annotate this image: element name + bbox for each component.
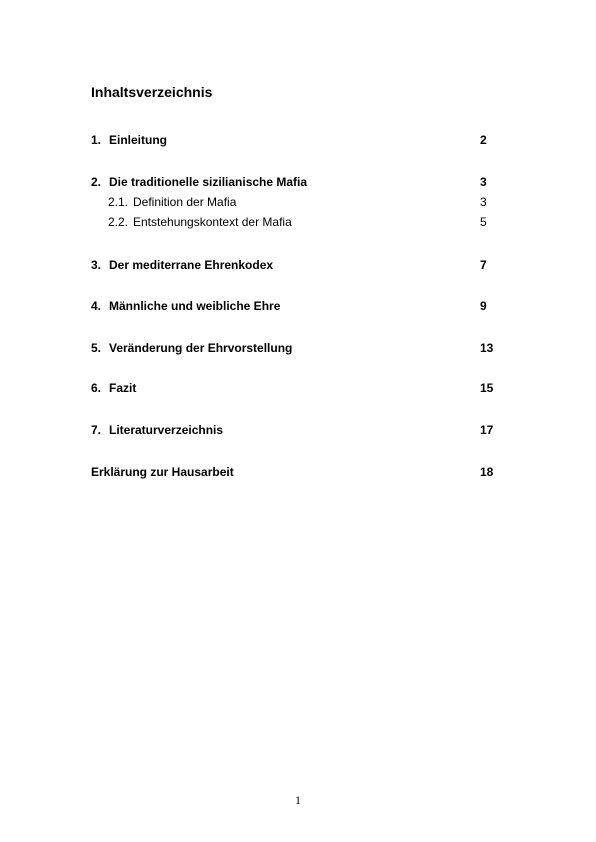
toc-entry-3 xyxy=(91,258,495,272)
toc-entry-number: 2. xyxy=(91,175,102,189)
toc-entry-number: 7. xyxy=(91,423,102,437)
toc-entry-number: 2.1. xyxy=(108,195,129,209)
toc-entry-5 xyxy=(91,341,495,355)
toc-entry-label: Die traditionelle sizilianische Mafia xyxy=(109,175,308,189)
toc-entry-page: 2 xyxy=(480,133,487,147)
toc-entry-2 xyxy=(91,175,495,189)
toc-entry-label: Einleitung xyxy=(109,133,167,147)
toc-entry-2-1 xyxy=(91,195,495,209)
toc-entry-page: 3 xyxy=(480,195,487,209)
toc-entry-number: 5. xyxy=(91,341,102,355)
toc-entry-label: Fazit xyxy=(109,381,137,395)
toc-entry-page: 9 xyxy=(480,299,487,313)
toc-entry-page: 13 xyxy=(480,341,494,355)
toc-entry-4 xyxy=(91,299,495,313)
page-number: 1 xyxy=(295,793,301,807)
toc-entry-label: Entstehungskontext der Mafia xyxy=(133,215,292,229)
toc-entry-label: Der mediterrane Ehrenkodex xyxy=(109,258,274,272)
toc-entry-page: 7 xyxy=(480,258,487,272)
toc-entry-2-2 xyxy=(91,215,495,229)
toc-entry-7 xyxy=(91,423,495,437)
toc-entry-6 xyxy=(91,381,495,395)
toc-entry-label: Männliche und weibliche Ehre xyxy=(109,299,281,313)
toc-entry-label: Literaturverzeichnis xyxy=(109,423,224,437)
toc-entry-label: Veränderung der Ehrvorstellung xyxy=(109,341,293,355)
toc-entry-page: 15 xyxy=(480,381,494,395)
toc-entry-page: 17 xyxy=(480,423,494,437)
toc-entry-label: Definition der Mafia xyxy=(133,195,237,209)
toc-entry-label: Erklärung zur Hausarbeit xyxy=(91,465,234,479)
toc-entry-1 xyxy=(91,133,495,147)
toc-entry-number: 3. xyxy=(91,258,102,272)
toc-entry-page: 3 xyxy=(480,175,487,189)
toc-entry-declaration xyxy=(91,465,495,479)
toc-title: Inhaltsverzeichnis xyxy=(91,84,213,100)
toc-entry-number: 1. xyxy=(91,133,102,147)
toc-entry-page: 5 xyxy=(480,215,487,229)
toc-entry-number: 2.2. xyxy=(108,215,129,229)
toc-entry-number: 4. xyxy=(91,299,102,313)
toc-entry-number: 6. xyxy=(91,381,102,395)
toc-entry-page: 18 xyxy=(480,465,494,479)
